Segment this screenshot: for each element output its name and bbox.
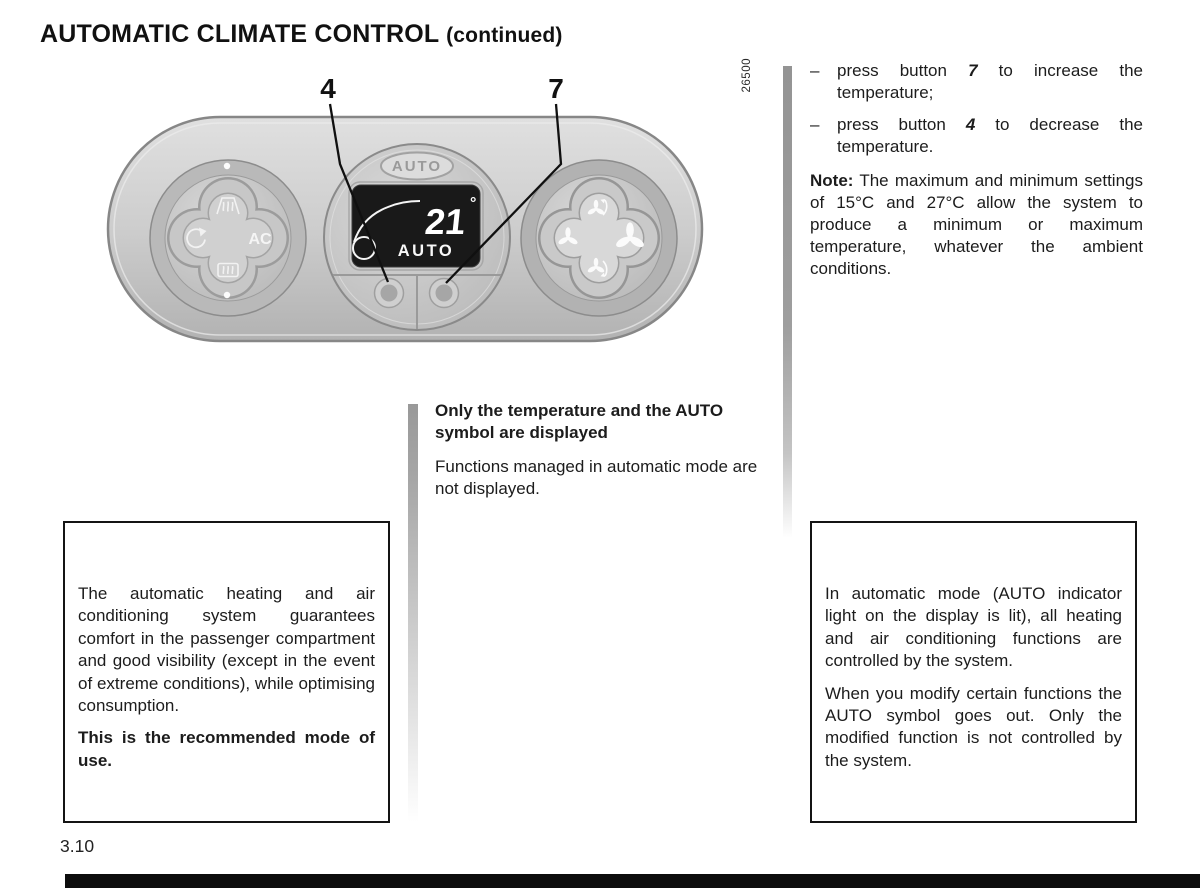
instruction-increase-temp: – press button 7 to increase the temperature; [810,61,1143,102]
recommendation-box [63,521,390,823]
note-paragraph: Note: The maximum and minimum settings of 15°C and 27°C allow the system to produce a minimum or maximum temperature, whatever the ambient conditions. [810,171,1143,278]
display-degree-symbol: ° [470,195,477,212]
illustration-reference-number: 26500 [741,58,753,93]
recommendation-bold-text: This is the recommended mode of use. [78,728,375,770]
page-title-main: AUTOMATIC CLIMATE CONTROL [40,20,439,48]
page-title [40,20,563,49]
dial-marker-dot [224,292,230,298]
dial-marker-dot [224,163,230,169]
automatic-mode-text-1: In automatic mode (AUTO indicator light on the display is lit), all heating and air conditioning functions are controlled by the system. [825,584,1122,671]
right-dial [521,160,677,316]
left-dial [150,160,306,316]
display-auto-indicator: AUTO [397,242,455,260]
callout-label-7: 7 [548,73,564,104]
automatic-mode-text-2: When you modify certain functions the AUTO symbol goes out. Only the modified function is not controlled by the system. [825,683,1122,770]
note-label: Note: [810,171,854,190]
page-number: 3.10 [60,836,95,856]
temp-up-button-7 [430,279,459,308]
temp-down-button-4 [375,279,404,308]
display-temperature: 21 [423,201,468,242]
page-title-suffix: (continued) [446,24,563,47]
recommendation-text: The automatic heating and air conditioning system guarantees comfort in the passenger compartment and good visibility (except in the event of extreme conditions), while optimising consumption. [78,584,375,716]
page-edge-bar [65,874,1200,888]
automatic-mode-box [810,521,1137,823]
ac-label: AC [248,231,272,248]
display-caption-body: Functions managed in automatic mode are not displayed. [435,457,758,498]
section-divider-bar [408,404,418,822]
display-caption-heading: Only the temperature and the AUTO symbol are displayed [435,401,724,442]
instruction-decrease-temp: – press button 4 to decrease the temperature. [810,115,1143,156]
instructions-column [810,60,1143,297]
dash-bullet: – [810,61,820,80]
dash-bullet: – [810,115,820,134]
center-cluster [324,144,510,330]
climate-control-panel-illustration [100,62,720,362]
column-divider-bar [783,66,792,538]
display-caption [435,400,768,500]
callout-label-4: 4 [320,73,336,104]
auto-button-label: AUTO [391,158,443,175]
